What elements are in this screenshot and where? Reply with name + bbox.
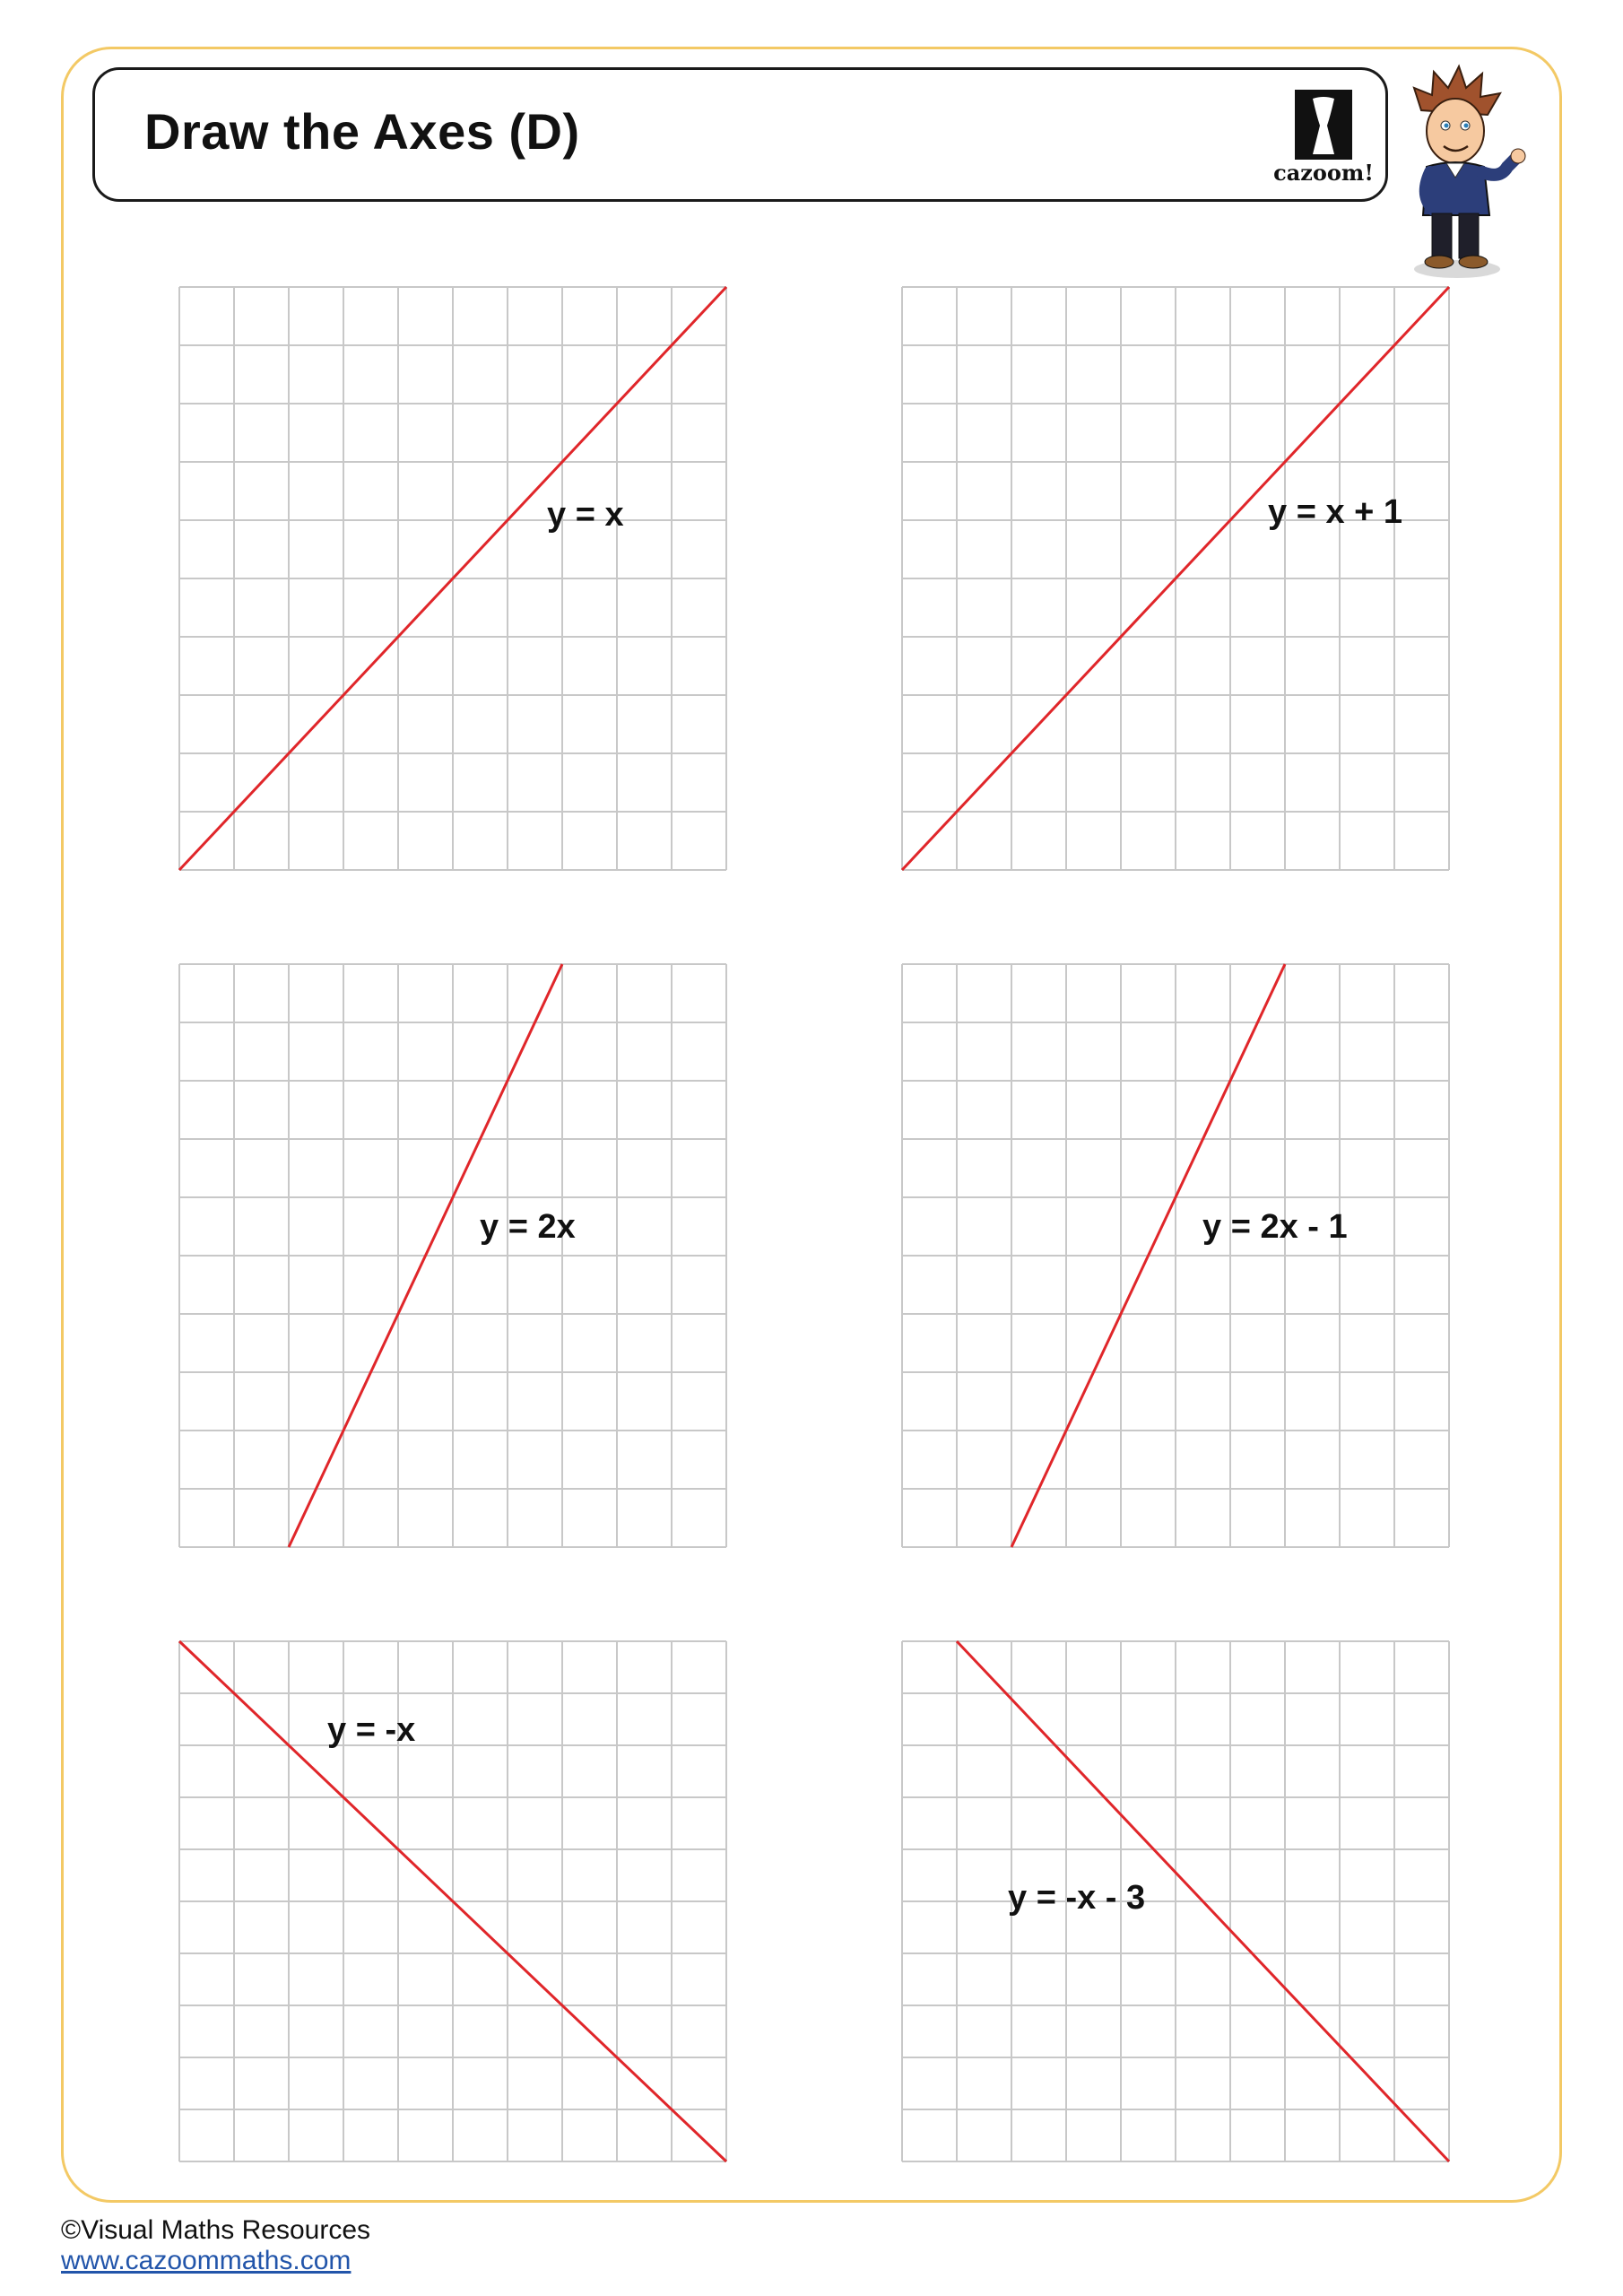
website-link[interactable]: www.cazoommaths.com (61, 2246, 352, 2275)
equation-label: y = x + 1 (1268, 493, 1403, 531)
graph-panel-1 (179, 287, 726, 870)
graph-panel-2 (902, 287, 1449, 870)
grid-svg[interactable] (179, 964, 726, 1547)
grid-svg[interactable] (902, 964, 1449, 1547)
graph-panel-6 (902, 1641, 1449, 2224)
equation-label: y = x (547, 496, 624, 534)
equation-label: y = 2x - 1 (1202, 1208, 1348, 1246)
equation-label: y = -x (327, 1711, 416, 1749)
logo-icon (1261, 88, 1386, 164)
page-title: Draw the Axes (D) (144, 103, 580, 160)
graph-panel-4 (902, 964, 1449, 1547)
grid-svg[interactable] (902, 1641, 1449, 2161)
equation-label: y = -x - 3 (1008, 1879, 1146, 1917)
grid-svg[interactable] (179, 287, 726, 870)
copyright-text: ©Visual Maths Resources (61, 2215, 371, 2245)
logo-word: cazoom! (1273, 160, 1374, 186)
grid-svg[interactable] (179, 1641, 726, 2161)
title-box (92, 67, 1388, 202)
cazoom-logo (1261, 88, 1386, 187)
graph-panel-5 (179, 1641, 726, 2224)
grid-svg[interactable] (902, 287, 1449, 870)
mascot-boy-illustration (1394, 61, 1529, 285)
equation-label: y = 2x (480, 1208, 576, 1246)
graph-panel-3 (179, 964, 726, 1547)
footer (61, 2215, 370, 2276)
